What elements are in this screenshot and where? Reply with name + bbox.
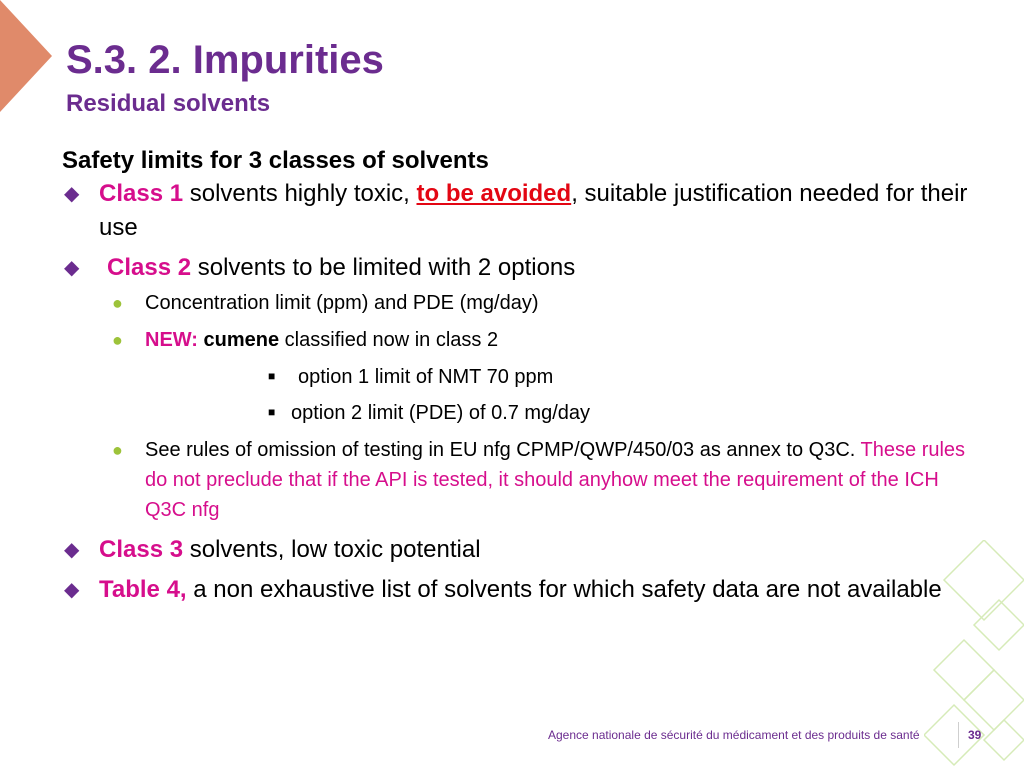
sublist-item-concentration xyxy=(62,288,972,318)
section-heading: Safety limits for 3 classes of solvents xyxy=(62,147,489,174)
square-bullet-icon: ■ xyxy=(268,369,276,383)
class2-item1-text: Concentration limit (ppm) and PDE (mg/day) xyxy=(145,292,539,314)
diamond-bullet-icon: ◆ xyxy=(64,183,80,205)
page-number: 39 xyxy=(968,728,982,742)
diamond-bullet-icon: ◆ xyxy=(64,257,80,279)
class2-label: Class 2 xyxy=(107,254,192,281)
list-item-class2 xyxy=(62,251,972,285)
class3-label: Class 3 xyxy=(99,536,184,563)
class1-text-a: solvents highly toxic, xyxy=(183,180,417,207)
class1-emphasis: to be avoided xyxy=(416,180,572,207)
dot-bullet-icon: ● xyxy=(112,293,123,313)
footer-divider xyxy=(958,722,959,748)
omission-highlight: These rules do not preclude that if the API is tested, it should anyhow meet the requirement of the ICH Q3C nfg xyxy=(145,439,966,521)
square-bullet-icon: ■ xyxy=(268,405,276,419)
option-item-2 xyxy=(62,395,972,431)
slide-body xyxy=(62,146,972,607)
option2-text: option 2 limit (PDE) of 0.7 mg/day xyxy=(291,402,591,424)
dot-bullet-icon: ● xyxy=(112,440,123,460)
cumene-text: classified now in class 2 xyxy=(279,329,499,351)
class1-text-b: , suitable justification needed for their use xyxy=(99,180,968,241)
option-item-1 xyxy=(62,359,972,395)
slide-title: S.3. 2. Impurities xyxy=(66,38,384,82)
class3-text: solvents, low toxic potential xyxy=(183,536,481,563)
table4-label: Table 4, xyxy=(99,576,187,603)
cumene-label: cumene xyxy=(203,329,280,351)
footer-agency: Agence nationale de sécurité du médicament et des produits de santé xyxy=(548,728,920,742)
omission-text: See rules of omission of testing in EU nfg CPMP/QWP/450/03 as annex to Q3C. xyxy=(145,439,861,461)
corner-decoration xyxy=(0,0,56,112)
sublist-item-cumene xyxy=(62,325,972,355)
diamond-bullet-icon: ◆ xyxy=(64,579,80,601)
list-item-class3 xyxy=(62,533,972,567)
class2-text: solvents to be limited with 2 options xyxy=(191,254,576,281)
new-label: NEW: xyxy=(145,329,198,351)
sublist-item-omission xyxy=(62,435,972,525)
diamond-bullet-icon: ◆ xyxy=(64,539,80,561)
dot-bullet-icon: ● xyxy=(112,330,123,350)
slide-subtitle: Residual solvents xyxy=(66,90,271,117)
option1-text: option 1 limit of NMT 70 ppm xyxy=(298,366,554,388)
class1-label: Class 1 xyxy=(99,180,184,207)
list-item-table4 xyxy=(62,573,972,607)
table4-text: a non exhaustive list of solvents for which safety data are not available xyxy=(186,576,942,603)
list-item-class1 xyxy=(62,177,972,245)
